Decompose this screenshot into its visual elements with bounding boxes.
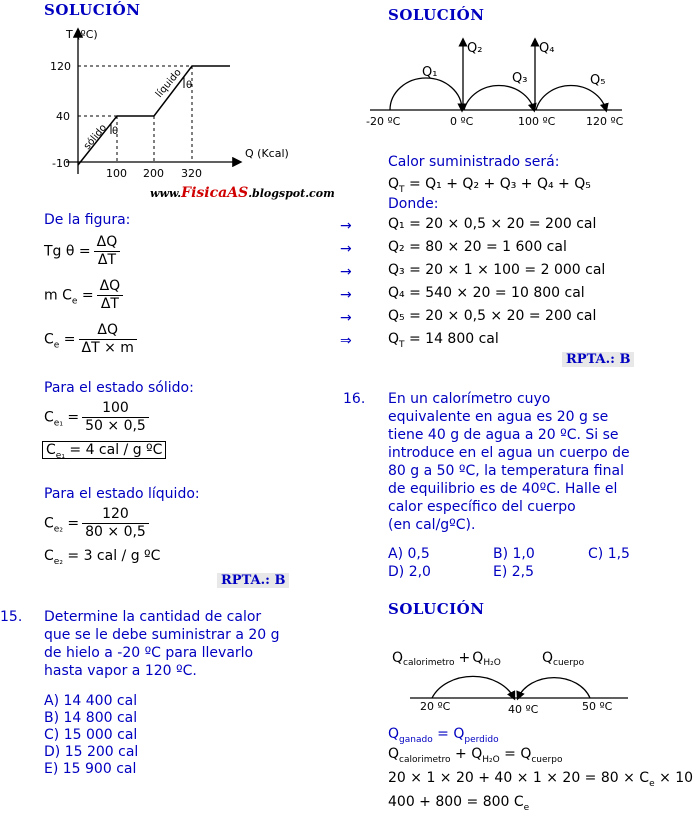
point-120: 120 ºC — [586, 115, 624, 128]
eq-tg-theta: Tg θ = $\frac{\Delta Q}{\Delta T}$ — [44, 234, 123, 269]
point-0: 0 ºC — [450, 115, 474, 128]
calc-q4: Q₄ = 540 × 20 = 10 800 cal — [388, 285, 585, 301]
option-16-e: E) 2,5 — [493, 564, 535, 580]
qt-sum: $Q_T = Q_1 + Q_2 + Q_3 + Q_4 + Q_5$ — [388, 176, 591, 195]
balance-equation: $Q_{calorimetro} + Q_{H_2O} = Q_{cuerpo}$ — [388, 746, 563, 765]
y-tick-neg10: -10 — [52, 157, 70, 170]
arrow-4: → — [340, 287, 352, 303]
liquid-state-title: Para el estado líquido: — [44, 486, 200, 502]
watermark: www.FisicaAS.blogspot.com — [150, 185, 335, 201]
ce2-fraction: $C_{e_2}$ = $\frac{120}{80 \times 0,5}$ — [44, 506, 152, 541]
point-20: 20 ºC — [420, 700, 451, 713]
solid-label: sólido — [81, 122, 110, 152]
temperature-heat-graph — [40, 22, 340, 197]
numeric-equation: $20 \times 1 \times 20 + 40 \times 1 \times 20 = 80 \times C_e \times 10$ — [388, 770, 693, 789]
equilibrium-diagram — [380, 640, 640, 718]
option-16-a: A) 0,5 — [388, 546, 430, 562]
option-16-b: B) 1,0 — [493, 546, 535, 562]
arrow-2: → — [340, 241, 352, 257]
point-50: 50 ºC — [582, 700, 613, 713]
option-e: E) 15 900 cal — [44, 761, 137, 777]
donde-label: Donde: — [388, 196, 439, 212]
y-tick-40: 40 — [56, 110, 70, 123]
solution-heading-2: SOLUCIÓN — [388, 6, 485, 24]
option-16-c: C) 1,5 — [588, 546, 630, 562]
implies-arrow: ⇒ — [340, 333, 352, 349]
solution-heading-3: SOLUCIÓN — [388, 600, 485, 618]
option-16-d: D) 2,0 — [388, 564, 431, 580]
solution-heading-1: SOLUCIÓN — [44, 1, 141, 19]
q2-label: Q₂ — [467, 41, 483, 56]
x-tick-320: 320 — [181, 167, 202, 180]
ce1-result: $C_{e_1} = 4$ cal / g ºC — [42, 442, 166, 461]
option-d: D) 15 200 cal — [44, 744, 139, 760]
calc-q2: Q₂ = 80 × 20 = 1 600 cal — [388, 239, 567, 255]
eq-ce: $C_e$ = $\frac{\Delta Q}{\Delta T \times m}$ — [44, 322, 140, 357]
problem-15-options — [44, 693, 138, 778]
q-calorimetro: $Q_{calorimetro} + Q_{H_2O}$ — [392, 650, 501, 668]
point-100: 100 ºC — [518, 115, 556, 128]
arrow-1: → — [340, 218, 352, 234]
de-la-figura: De la figura: — [44, 212, 131, 228]
calor-suministrado: Calor suministrado será: — [388, 154, 560, 170]
x-axis-label: Q (Kcal) — [245, 147, 289, 160]
q4-label: Q₄ — [539, 41, 555, 56]
y-tick-120: 120 — [50, 60, 71, 73]
x-tick-200: 200 — [143, 167, 164, 180]
heating-curve — [78, 66, 230, 165]
y-axis-label: T (ºC) — [66, 28, 98, 41]
solid-state-title: Para el estado sólido: — [44, 380, 194, 396]
q-cuerpo: $Q_{cuerpo}$ — [542, 650, 585, 668]
problem-16-number: 16. — [343, 391, 366, 407]
q1-label: Q₁ — [422, 65, 438, 80]
point-minus20: -20 ºC — [366, 115, 401, 128]
option-a: A) 14 400 cal — [44, 693, 138, 709]
calc-q5: Q₅ = 20 × 0,5 × 20 = 200 cal — [388, 308, 597, 324]
answer-badge-right: RPTA.: B — [562, 352, 634, 367]
ce2-result: $C_{e_2} = 3$ cal / g ºC — [44, 548, 161, 567]
problem-16-text: En un calorímetro cuyo equivalente en agua es 20 g se tiene 40 g de agua a 20 ºC. Si se introduce en el agua un cuerpo de 80 g a 50 ºC, la temperatura final de equilibrio es de 40ºC. Halle el calor específico del cuerpo (en cal/gºC). — [388, 391, 630, 533]
sum-equation: 400 + 800 = 800 $C_e$ — [388, 794, 530, 813]
liquid-label: líquido — [153, 67, 184, 100]
problem-15-text: Determine la cantidad de calor que se le debe suministrar a 20 g de hielo a -20 ºC para llevarlo hasta vapor a 120 ºC. — [44, 609, 280, 679]
calc-qt-total: $Q_T = 14$ 800 cal — [388, 331, 499, 350]
calc-q3: Q₃ = 20 × 1 × 100 = 2 000 cal — [388, 262, 606, 278]
ganado-perdido: $Q_{ganado} = Q_{perdido}$ — [388, 726, 499, 745]
calc-q1: Q₁ = 20 × 0,5 × 20 = 200 cal — [388, 216, 597, 232]
theta-liquid: θ — [186, 80, 193, 91]
q3-label: Q₃ — [512, 71, 528, 86]
heat-stages-diagram — [360, 26, 640, 130]
theta-solid: θ — [112, 126, 119, 137]
arrow-5: → — [340, 310, 352, 326]
problem-15-number: 15. — [0, 609, 23, 625]
option-b: B) 14 800 cal — [44, 710, 138, 726]
answer-badge-left: RPTA.: B — [217, 573, 289, 588]
point-40: 40 ºC — [508, 703, 539, 716]
arrow-3: → — [340, 264, 352, 280]
option-c: C) 15 000 cal — [44, 727, 138, 743]
q5-label: Q₅ — [590, 73, 606, 88]
eq-m-ce: m $C_e$ = $\frac{\Delta Q}{\Delta T}$ — [44, 278, 126, 313]
ce1-fraction: $C_{e_1}$ = $\frac{100}{50 \times 0,5}$ — [44, 400, 152, 435]
x-tick-100: 100 — [106, 167, 127, 180]
